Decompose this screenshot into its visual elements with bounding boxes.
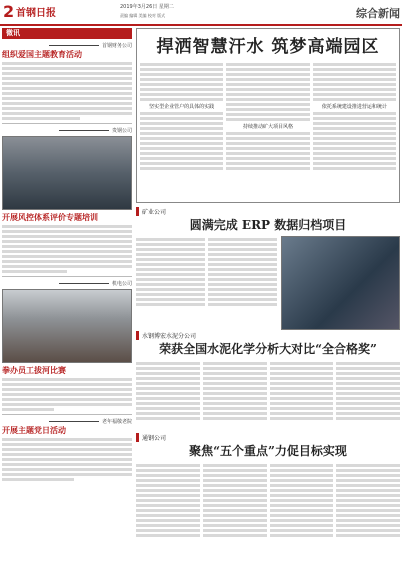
left-item xyxy=(2,42,132,120)
right-column xyxy=(136,28,400,569)
tonggang-headline: 聚焦“五个重点”力促目标实现 xyxy=(189,444,347,458)
story-tag: 矿业公司 xyxy=(136,207,400,216)
lead-story xyxy=(136,28,400,203)
left-item xyxy=(2,418,132,481)
story-tag: 水钢博宏水泥分公司 xyxy=(136,331,400,340)
story-tag: 通钢公司 xyxy=(136,433,400,442)
issue-info: 2019年3月26日 星期二 xyxy=(120,4,174,10)
left-item xyxy=(2,280,132,411)
server-room-photo xyxy=(281,236,400,330)
cement-headline: 荣获全国水泥化学分析大对比“全合格奖” xyxy=(159,342,377,356)
newspaper-logo: 首钢日报 xyxy=(16,8,56,19)
lead-subhead: 依托系统建设推进营运和统计 xyxy=(321,104,387,110)
section-title: 综合新闻 xyxy=(356,7,400,20)
item-kicker: 贵钢公司 xyxy=(2,127,132,134)
left-item xyxy=(2,127,132,273)
page-number: 2 xyxy=(3,2,15,21)
issue-credits: 责编 编辑 美编 校对 版式 xyxy=(120,13,166,18)
tonggang-story xyxy=(136,433,400,563)
column-banner: 微讯 xyxy=(2,28,132,39)
item-title: 拳办员工拔河比赛 xyxy=(2,365,66,375)
erp-story xyxy=(136,207,400,327)
item-title: 开展风控体系评价专题培训 xyxy=(2,212,98,222)
tug-of-war-photo xyxy=(2,289,132,363)
item-kicker: 首钢财务公司 xyxy=(2,42,132,49)
lead-headline: 捍洒智慧汗水 筑梦高端园区 xyxy=(156,37,380,57)
lead-subhead: 坚实型企业管户的具体的实践 xyxy=(149,104,215,110)
item-title: 开展主题党日活动 xyxy=(2,425,66,435)
lead-subhead: 持续推动矿大项目风格 xyxy=(242,124,293,130)
cement-story xyxy=(136,331,400,429)
masthead xyxy=(0,0,402,26)
training-photo xyxy=(2,136,132,210)
left-column xyxy=(2,28,132,569)
item-title: 组织爱国主题教育活动 xyxy=(2,49,82,59)
item-kicker: 机电公司 xyxy=(2,280,132,287)
item-kicker: 老年福敬老院 xyxy=(2,418,132,425)
erp-headline: 圆满完成 ERP 数据归档项目 xyxy=(189,218,347,232)
